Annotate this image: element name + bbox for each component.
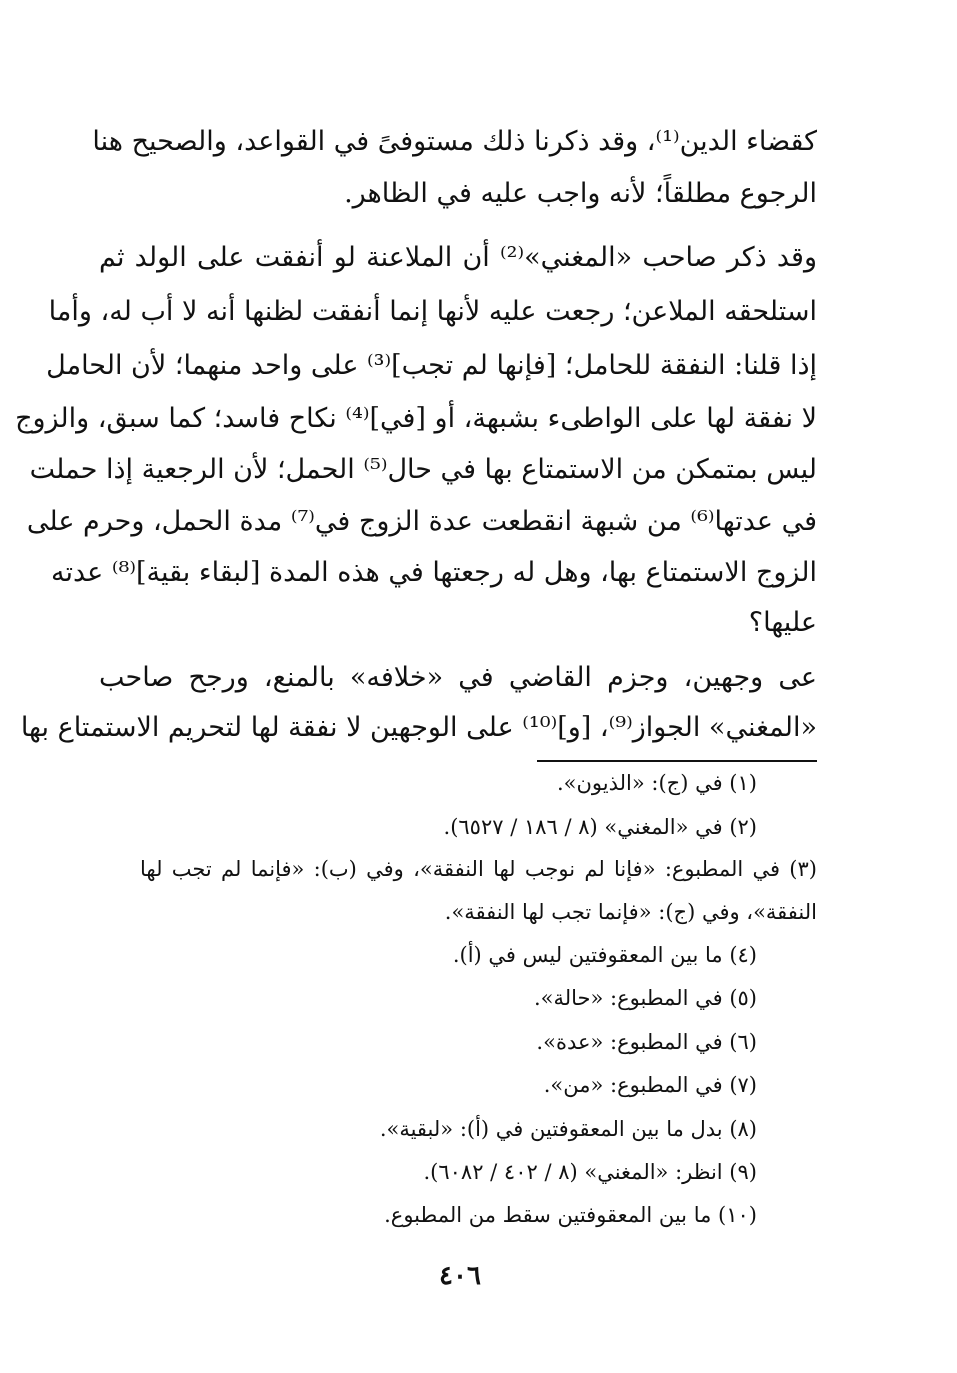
main-text-line: «المغني» الجواز⁽⁹⁾، [و]⁽¹⁰⁾ على الوجهين لا نفقة لها لتحريم الاستمتاع بها bbox=[20, 712, 817, 743]
main-text-line: إذا قلنا: النفقة للحامل؛ [فإنها لم تجب]⁽³⁾ على واحد منهما؛ لأن الحامل bbox=[46, 350, 817, 381]
main-text-line: عى وجهين، وجزم القاضي في «خلافه» بالمنع، ورجح صاحب bbox=[99, 662, 817, 693]
footnote-line: (٩) انظر: «المغني» (٨ / ٤٠٢ / ٦٠٨٢). bbox=[423, 1160, 757, 1184]
footnote-line: (٣) في المطبوع: «فإنا لم نوجب لها النفقة»، وفي (ب): «فإنما لم تجب لها bbox=[140, 857, 817, 881]
footnote-line: (٨) بدل ما بين المعقوفتين في (أ): «لبقية». bbox=[379, 1117, 757, 1141]
footnote-line: (٤) ما بين المعقوفتين ليس في (أ). bbox=[452, 943, 757, 967]
footnote-line: (١) في (ج): «الذيون». bbox=[556, 771, 757, 795]
main-text-line: وقد ذكر صاحب «المغني»⁽²⁾ أن الملاعنة لو أنفقت على الولد ثم bbox=[99, 242, 817, 273]
footnote-line: (٢) في «المغني» (٨ / ١٨٦ / ٦٥٢٧). bbox=[443, 815, 757, 839]
footnote-line: (١٠) ما بين المعقوفتين سقط من المطبوع. bbox=[384, 1203, 757, 1227]
main-text-line: استلحقه الملاعن؛ رجعت عليه لأنها إنما أنفقت لظنها أنه لا أب له، وأما bbox=[48, 296, 817, 327]
main-text-line: كقضاء الدين⁽¹⁾، وقد ذكرنا ذلك مستوفىً في القواعد، والصحيح هنا bbox=[92, 126, 817, 157]
main-text-line: الرجوع مطلقاً؛ لأنه واجب عليه في الظاهر. bbox=[344, 178, 817, 209]
main-text-line: لا نفقة لها على الواطىء بشبهة، أو [في]⁽⁴⁾ نكاح فاسد؛ كما سبق، والزوج bbox=[15, 403, 817, 434]
footnote-separator bbox=[537, 760, 817, 762]
footnote-line: (٦) في المطبوع: «عدة». bbox=[536, 1030, 757, 1054]
main-text-line: الزوج الاستمتاع بها، وهل له رجعتها في هذه المدة [لبقاء بقية]⁽⁸⁾ عدته bbox=[51, 557, 817, 588]
main-text-line: ليس بمتمكن من الاستمتاع بها في حال⁽⁵⁾ الحمل؛ لأن الرجعية إذا حملت bbox=[29, 454, 817, 485]
footnote-line: النفقة»، وفي (ج): «فإنما تجب لها النفقة». bbox=[444, 900, 817, 924]
main-text-line: عليها؟ bbox=[748, 607, 817, 638]
footnote-line: (٥) في المطبوع: «حالة». bbox=[533, 986, 757, 1010]
footnote-line: (٧) في المطبوع: «من». bbox=[543, 1073, 757, 1097]
main-text-line: في عدتها⁽⁶⁾ من شبهة انقطعت عدة الزوج في⁽⁷⁾ مدة الحمل، وحرم على bbox=[26, 506, 817, 537]
page-number: ٤٠٦ bbox=[439, 1261, 481, 1291]
